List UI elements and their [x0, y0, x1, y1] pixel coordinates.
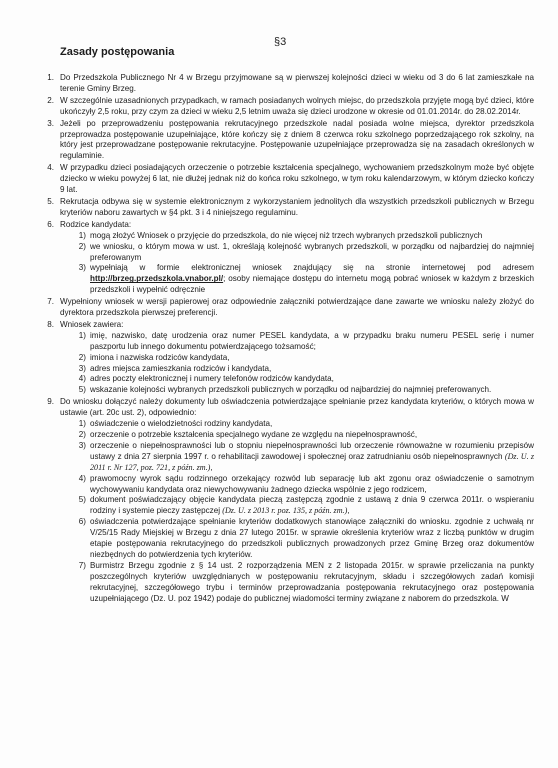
legal-citation: (Dz. U. z 2013 r. poz. 135, z późn. zm.)	[222, 506, 348, 516]
sub-list-item: 6) oświadczenia potwierdzające spełnianie kryteriów dodatkowych stanowiące załączniki do wniosku. zgodnie z uchwałą nr V/25/15 Rady Miejskiej w Brzegu z dnia 27 lutego 2015r. w sprawie określenia kryteriów wraz z liczbą punktów w drugim etapie postępowania rekrutacyjnego do przedszkoli publicznych prowadzonych przez Gminę Brzeg oraz dokumentów niezbędnych do potwierdzenia tych kryteriów.	[78, 517, 534, 559]
sub-list-item: 2) imiona i nazwiska rodziców kandydata,	[78, 352, 230, 362]
sub-list-item: 1) imię, nazwisko, datę urodzenia oraz numer PESEL kandydata, a w przypadku braku numeru PESEL serię i numer paszportu lub innego dokumentu potwierdzającego tożsamość;	[78, 330, 534, 351]
sub-list-item: 3) wypełniają w formie elektronicznej wniosek znajdujący się na stronie internetowej pod adresem http://brzeg.przedszkola.vnabor.pl/; osoby niemające dostępu do internetu mogą pobrać wniosek w każdym z brzeskich przedszkoli i wypełnić odręcznie	[78, 263, 534, 295]
legal-citation: (Dz. U. z 2011 r. Nr 127, poz. 721, z późn. zm.)	[90, 451, 534, 472]
enrollment-website-link[interactable]: http://brzeg.przedszkola.vnabor.pl/	[90, 274, 224, 284]
list-item: 5. Rekrutacja odbywa się w systemie elektronicznym z wykorzystaniem jednolitych dla wszystkich przedszkoli publicznych w Brzegu kryteriów naboru zawartych w §4 pkt. 3 i 4 niniejszego regulaminu.	[47, 196, 534, 217]
list-item: 4. W przypadku dzieci posiadających orzeczenie o potrzebie kształcenia specjalnego, wychowaniem przedszkolnym może być objęte dziecko w wieku powyżej 6 lat, nie dłużej jednak niż do końca roku szkolnego, w tym roku kalendarzowym, w którym dziecko kończy 9 lat.	[47, 163, 534, 195]
sub-list-item: 4) adres poczty elektronicznej i numery telefonów rodziców kandydata,	[78, 374, 334, 384]
sub-list-item: 7) Burmistrz Brzegu zgodnie z § 14 ust. 2 rozporządzenia MEN z 2 listopada 2015r. w sprawie przeliczania na punkty poszczególnych kryteriów uwzględnianych w postępowaniu rekrutacyjnym, składu i szczegółowych zadań komisji rekrutacyjnej, szczegółowego trybu i terminów przeprowadzania postępowania rekrutacyjnego oraz postępowania uzupełniającego (Dz. U. poz 1942) podaje do publicznej wiadomości terminy związane z naborem do przedszkola. W	[78, 560, 534, 603]
sub-list-item: 4) prawomocny wyrok sądu rodzinnego orzekający rozwód lub separację lub akt zgonu oraz oświadczenie o samotnym wychowywaniu kandydata oraz niewychowywaniu żadnego dziecka wspólnie z jego rodzicem,	[78, 473, 534, 494]
list-item: 8. Wniosek zawiera: 1) imię, nazwisko, datę urodzenia oraz numer PESEL kandydata, a w przypadku braku numeru PESEL serię i numer paszportu lub innego dokumentu potwierdzającego tożsamość; 2) imiona i nazwiska rodziców kandydata, 3) adres miejsca zamieszkania rodziców i kandydata, 4) adres poczty elektronicznej i numery telefonów rodziców kandydata, 5) wskazanie kolejności wybranych przedszkoli publicznych w porządku od najbardziej do najmniej preferowanych.	[47, 319, 534, 395]
section-number: §3	[274, 36, 287, 48]
list-item: 2. W szczególnie uzasadnionych przypadkach, w ramach posiadanych wolnych miejsc, do przedszkola przyjęte mogą być dzieci, które ukończyły 2,5 roku, przy czym za dzieci w wieku 2,5 letnim uważa się dzieci urodzone w okresie od 01.01.2014r. do 28.02.2014r.	[47, 95, 534, 116]
list-item: 1. Do Przedszkola Publicznego Nr 4 w Brzegu przyjmowane są w pierwszej kolejności dzieci w wieku od 3 do 6 lat zamieszkałe na terenie Gminy Brzeg.	[47, 73, 534, 93]
sub-list-item: 1) mogą złożyć Wniosek o przyjęcie do przedszkola, do nie więcej niż trzech wybranych przedszkoli publicznych	[78, 230, 483, 240]
list-item: 3. Jeżeli po przeprowadzeniu postępowania rekrutacyjnego przedszkole nadal posiada wolne miejsca, dyrektor przedszkola przeprowadza postępowanie uzupełniające, które kończy się z dniem 8 czerwca roku szkolnego poprzedzającego rok szkolny, na który jest przeprowadzane postępowanie rekrutacyjne. Postępowanie uzupełniające przeprowadza się na zasadach określonych w regulaminie.	[47, 118, 534, 161]
sub-list-item: 2) we wniosku, o którym mowa w ust. 1, określają kolejność wybranych przedszkoli, w porządku od najbardziej do najmniej preferowanym	[78, 241, 534, 262]
sub-list-item: 5) dokument poświadczający objęcie kandydata pieczą zastępczą zgodnie z ustawą z dnia 9 czerwca 2011r. o wspieraniu rodziny i systemie pieczy zastępczej (Dz. U. z 2013 r. poz. 135, z późn. zm.),	[78, 495, 534, 516]
list-item: 9. Do wniosku dołączyć należy dokumenty lub oświadczenia potwierdzające spełnianie przez kandydata kryteriów, o których mowa w ustawie (art. 20c ust. 2), odpowiednio: 1) oświadczenie o wielodzietności rodziny kandydata, 2) orzeczenie o potrzebie kształcenia specjalnego wydane ze względu na niepełnosprawność, 3) orzeczenie o niepełnosprawności lub o stopniu niepełnosprawności lub orzeczenie równoważne w rozumieniu przepisów ustawy z dnia 27 sierpnia 1997 r. o rehabilitacji zawodowej i społecznej oraz zatrudnianiu osób niepełnosprawnych (Dz. U. z 2011 r. Nr 127, poz. 721, z późn. zm.), 4) prawomocny wyrok sądu rodzinnego orzekający rozwód lub separację lub akt zgonu oraz oświadczenie o samotnym wychowywaniu kandydata oraz niewychowywaniu żadnego dziecka wspólnie z jego rodzicem, 5) dokument poświadczający objęcie kandydata pieczą zastępczą zgodnie z ustawą z dnia 9 czerwca 2011r. o wspieraniu rodziny i systemie pieczy zastępczej (Dz. U. z 2013 r. poz. 135, z późn. zm.), 6) oświadczenia potwierdzające spełnianie kryteriów dodatkowych stanowiące załączniki do wniosku. zgodnie z uchwałą nr V/25/15 Rady Miejskiej w Brzegu z dnia 27 lutego 2015r. w sprawie określenia kryteriów wraz z liczbą punktów w drugim etapie postępowania rekrutacyjnego do przedszkoli publicznych prowadzonych przez Gminę Brzeg oraz dokumentów niezbędnych do potwierdzenia tych kryteriów. 7) Burmistrz Brzegu zgodnie z § 14 ust. 2 rozporządzenia MEN z 2 listopada 2015r. w sprawie przeliczania na punkty poszczególnych kryteriów uwzględnianych w postępowaniu rekrutacyjnym, składu i szczegółowych zadań komisji rekrutacyjnej, szczegółowego trybu i terminów przeprowadzania postępowania rekrutacyjnego oraz postępowania uzupełniającego (Dz. U. poz 1942) podaje do publicznej wiadomości terminy związane z naborem do przedszkola. W	[47, 397, 534, 603]
list-item: 6. Rodzice kandydata: 1) mogą złożyć Wniosek o przyjęcie do przedszkola, do nie więcej niż trzech wybranych przedszkoli publicznych 2) we wniosku, o którym mowa w ust. 1, określają kolejność wybranych przedszkoli, w porządku od najbardziej do najmniej preferowanym 3) wypełniają w formie elektronicznej wniosek znajdujący się na stronie internetowej pod adresem http://brzeg.przedszkola.vnabor.pl/; osoby niemające dostępu do internetu mogą pobrać wniosek w każdym z brzeskich przedszkoli i wypełnić odręcznie	[47, 219, 534, 295]
sub-list-item: 3) orzeczenie o niepełnosprawności lub o stopniu niepełnosprawności lub orzeczenie równoważne w rozumieniu przepisów ustawy z dnia 27 sierpnia 1997 r. o rehabilitacji zawodowej i społecznej oraz zatrudnianiu osób niepełnosprawnych (Dz. U. z 2011 r. Nr 127, poz. 721, z późn. zm.),	[78, 440, 534, 472]
document-body	[34, 73, 534, 606]
sub-list-item: 2) orzeczenie o potrzebie kształcenia specjalnego wydane ze względu na niepełnosprawność,	[78, 430, 418, 439]
list-item: 7. Wypełniony wniosek w wersji papierowej oraz odpowiednie załączniki potwierdzające dane zawarte we wniosku należy złożyć do dyrektora przedszkola pierwszej preferencji.	[47, 297, 534, 318]
sub-list	[70, 331, 534, 396]
sub-list-item: 1) oświadczenie o wielodzietności rodziny kandydata,	[78, 419, 273, 429]
sub-list-item: 3) adres miejsca zamieszkania rodziców i kandydata,	[78, 363, 272, 373]
sub-list-item: 5) wskazanie kolejności wybranych przedszkoli publicznych w porządku od najbardziej do najmniej preferowanych.	[78, 385, 492, 395]
sub-list	[70, 419, 534, 604]
section-heading: Zasady postępowania	[60, 46, 175, 58]
sub-list	[70, 231, 534, 296]
